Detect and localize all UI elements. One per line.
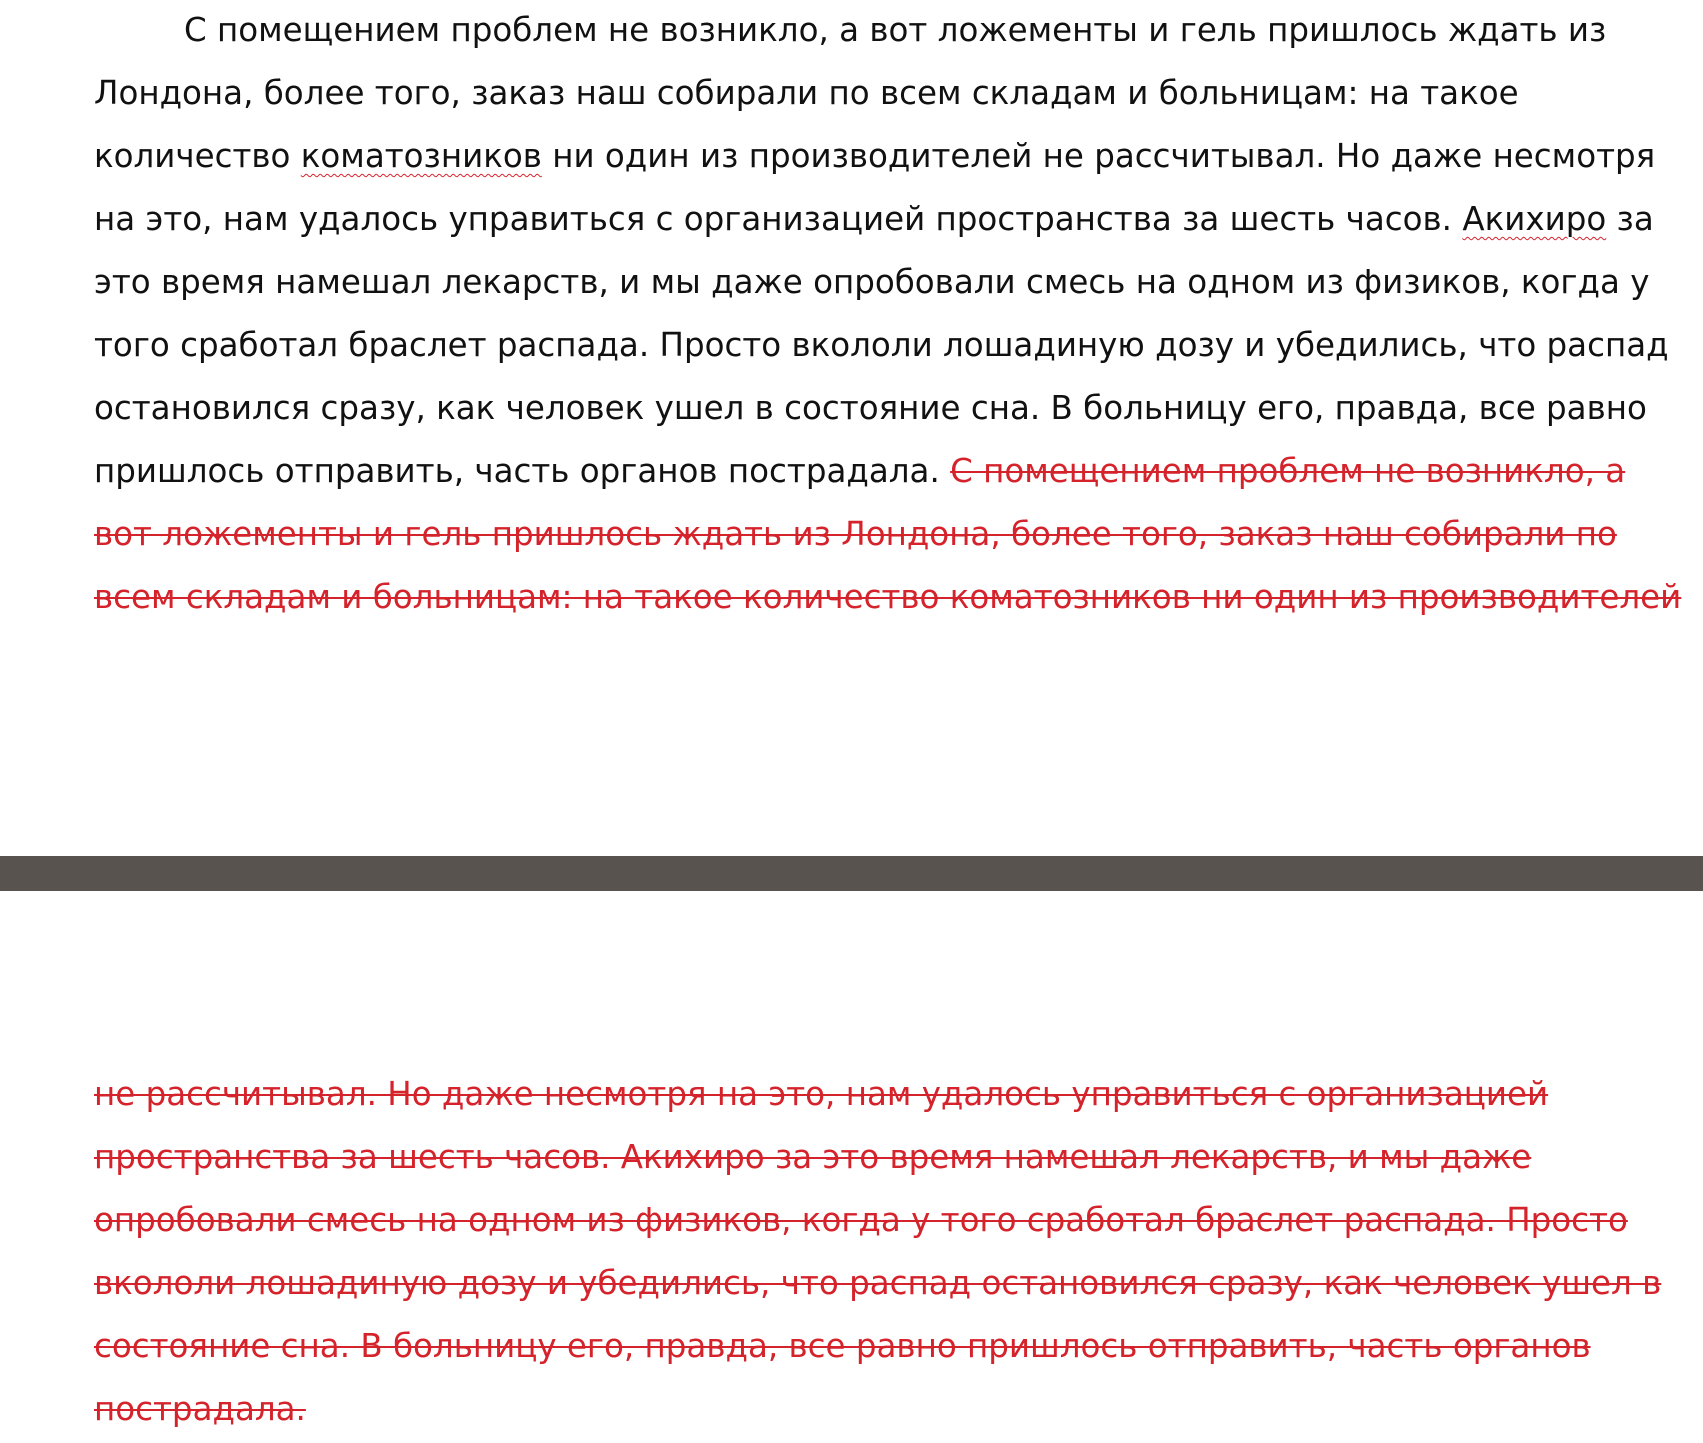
deleted-text[interactable]: вот ложементы и гель пришлось ждать из Лондона, более того, заказ наш собирали по [94, 515, 1617, 553]
body-text-bottom[interactable] [94, 1063, 1662, 1441]
text-line [94, 1378, 1594, 1441]
page-break-gap [0, 856, 1703, 891]
text-line [94, 1315, 1594, 1378]
deleted-text[interactable]: не рассчитывал. Но даже несмотря на это, нам удалось управиться с организацией [94, 1075, 1549, 1113]
body-text-top[interactable] [94, 0, 1682, 629]
deleted-text[interactable]: вкололи лошадиную дозу и убедились, что распад остановился сразу, как человек ушел в [94, 1264, 1662, 1302]
text-line [94, 1063, 1594, 1126]
deleted-text[interactable]: пространства за шесть часов. Акихиро за это время намешал лекарств, и мы даже [94, 1138, 1532, 1176]
text-line: это время намешал лекарств, и мы даже опробовали смесь на одном из физиков, когда у [94, 263, 1650, 301]
text-line: того сработал браслет распада. Просто вкололи лошадиную дозу и убедились, что распад [94, 326, 1669, 364]
text-line [94, 566, 1682, 629]
deleted-text[interactable]: состояние сна. В больницу его, правда, все равно пришлось отправить, часть органов [94, 1327, 1591, 1365]
text-line: пришлось отправить, часть органов пострадала. С помещением проблем не возникло, а [94, 452, 1626, 490]
text-line: Лондона, более того, заказ наш собирали по всем складам и больницам: на такое [94, 74, 1519, 112]
text-line [94, 1126, 1594, 1189]
spelling-error-word[interactable]: коматозников [300, 137, 542, 175]
spelling-error-word[interactable]: Акихиро [1462, 200, 1607, 238]
text-line: на это, нам удалось управиться с организацией пространства за шесть часов. Акихиро за [94, 200, 1654, 238]
deleted-text[interactable]: С помещением проблем не возникло, а [950, 452, 1626, 490]
text-line [94, 1189, 1628, 1252]
text-line [94, 1252, 1662, 1315]
deleted-text[interactable]: пострадала. [94, 1390, 306, 1428]
deleted-text[interactable]: опробовали смесь на одном из физиков, когда у того сработал браслет распада. Просто [94, 1201, 1628, 1239]
text-line: остановился сразу, как человек ушел в состояние сна. В больницу его, правда, все равно [94, 389, 1647, 427]
text-line [94, 503, 1617, 566]
deleted-text[interactable]: всем складам и больницам: на такое количество коматозников ни один из производителей [94, 578, 1682, 616]
text-line: количество коматозников ни один из производителей не рассчитывал. Но даже несмотря [94, 137, 1656, 175]
text-line: С помещением проблем не возникло, а вот ложементы и гель пришлось ждать из [184, 11, 1607, 49]
